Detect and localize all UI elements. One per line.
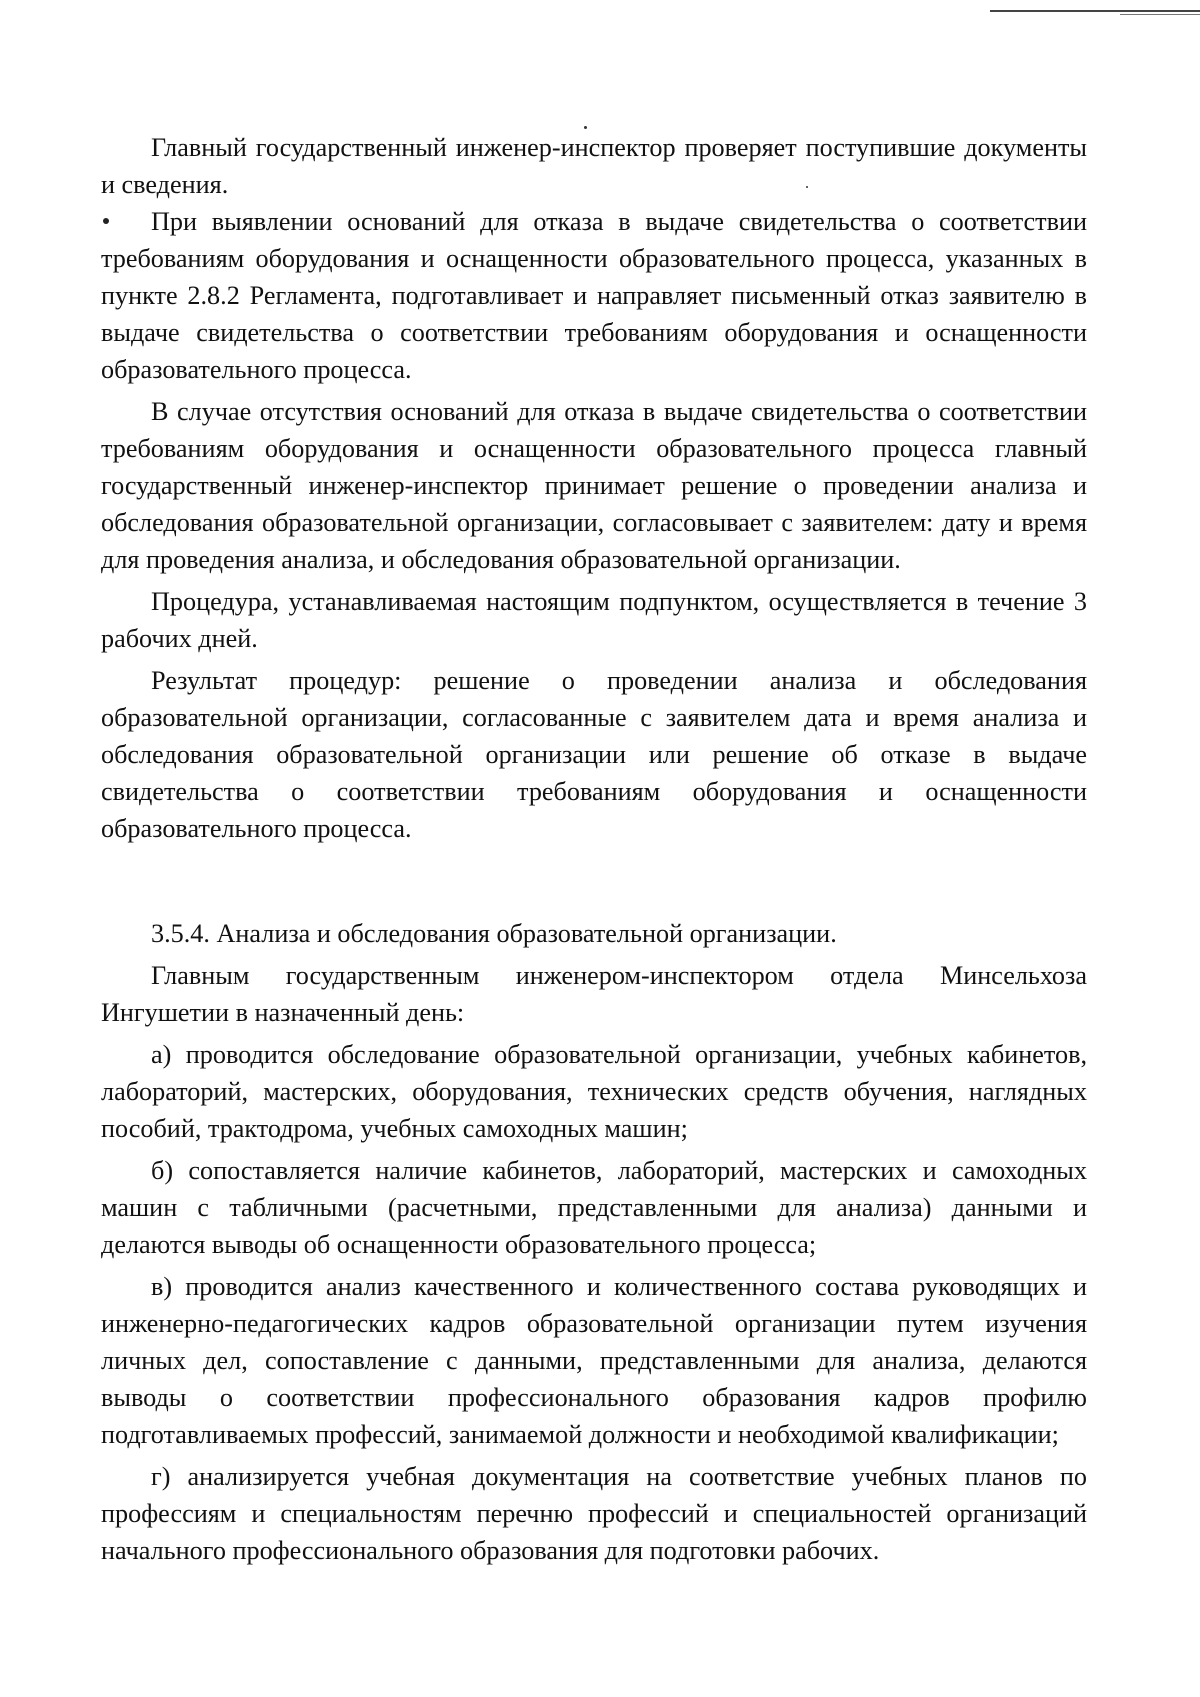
paragraph-inspector-day: Главным государственным инженером-инспектором отдела Минсельхоза Ингушетии в назначенный день: <box>101 961 1087 1027</box>
top-edge-rule <box>990 10 1200 12</box>
paragraph-docs-check: Главный государственный инженер-инспектор проверяет поступившие документы и сведения. <box>101 133 1087 199</box>
paragraph-no-refusal: В случае отсутствия оснований для отказа в выдаче свидетельства о соответствии требованиям оборудования и оснащенности образовательного процесса главный государственный инженер-инспектор принимает решение о проведении анализа и обследования образовательной организации, согласовывает с заявителем: дату и время для проведения анализа, и обследования образовательной организации. <box>101 397 1087 574</box>
document-body <box>101 129 1087 1569</box>
list-item-v: в) проводится анализ качественного и количественного состава руководящих и инженерно-педагогических кадров образовательной организации путем изучения личных дел, сопоставление с данными, представленными для анализа, делаются выводы о соответствии профессионального образования кадров профилю подготавливаемых профессий, занимаемой должности и необходимой квалификации; <box>101 1272 1087 1449</box>
section-spacer <box>101 847 1087 915</box>
list-item-g: г) анализируется учебная документация на соответствие учебных планов по профессиям и специальностям перечню профессий и специальностей организаций начального профессионального образования для подготовки рабочих. <box>101 1462 1087 1565</box>
paragraph-procedure-term: Процедура, устанавливаемая настоящим подпунктом, осуществляется в течение 3 рабочих дней. <box>101 587 1087 653</box>
section-heading: 3.5.4. Анализа и обследования образовательной организации. <box>151 919 837 948</box>
paragraph-refusal-grounds: При выявлении оснований для отказа в выдаче свидетельства о соответствии требованиям оборудования и оснащенности образовательного процесса, указанных в пункте 2.8.2 Регламента, подготавливает и направляет письменный отказ заявителю в выдаче свидетельства о соответствии требованиям оборудования и оснащенности образовательного процесса. <box>101 207 1087 384</box>
list-item-b: б) сопоставляется наличие кабинетов, лабораторий, мастерских и самоходных машин с табличными (расчетными, представленными для анализа) данными и делаются выводы об оснащенности образовательного процесса; <box>101 1156 1087 1259</box>
list-item-a: а) проводится обследование образовательной организации, учебных кабинетов, лабораторий, мастерских, оборудования, технических средств обучения, наглядных пособий, трактодрома, учебных самоходных машин; <box>101 1040 1087 1143</box>
paragraph-procedure-result: Результат процедур: решение о проведении анализа и обследования образовательной организации, согласованные с заявителем дата и время анализа и обследования образовательной организации или решение об отказе в выдаче свидетельства о соответствии требованиям оборудования и оснащенности образовательного процесса. <box>101 666 1087 843</box>
top-edge-rule-short <box>1120 14 1200 15</box>
